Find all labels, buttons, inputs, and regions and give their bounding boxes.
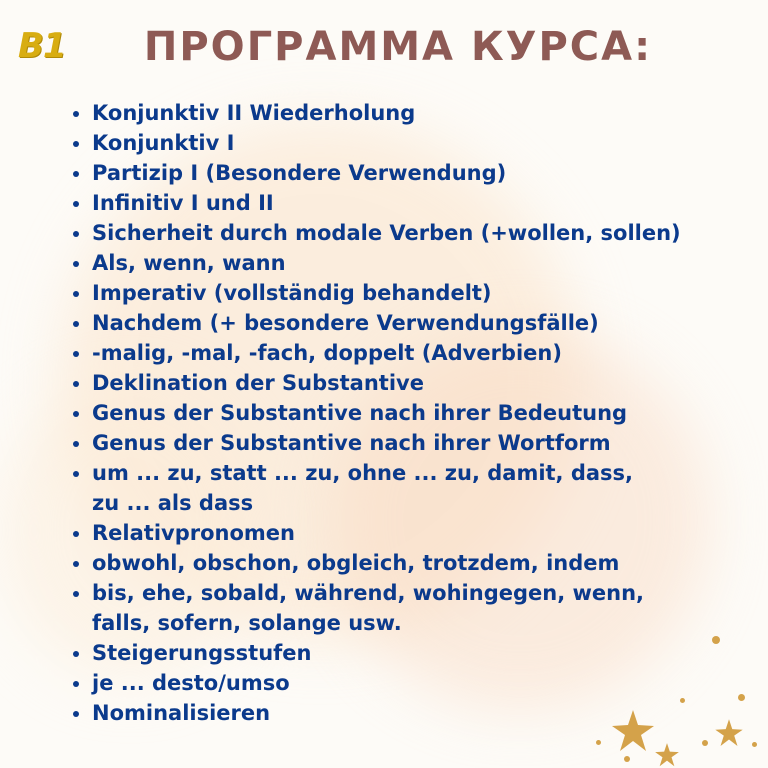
page-title: ПРОГРАММА КУРСА: [143,24,653,70]
topic-item: • Relativpronomen [92,518,681,548]
topic-item: • Steigerungsstufen [92,638,681,668]
decor-dot [702,740,708,746]
topic-item: • obwohl, obschon, obgleich, trotzdem, indem [92,548,681,578]
decor-dot [752,742,757,747]
topic-item: • Nachdem (+ besondere Verwendungsfälle) [92,308,681,338]
topic-line: bis, ehe, sobald, während, wohingegen, wenn, [92,581,645,605]
topic-item: • Genus der Substantive nach ihrer Wortform [92,428,681,458]
topic-item [92,578,681,638]
topic-item: • Nominalisieren [92,698,681,728]
topic-item: • Konjunktiv I [92,128,681,158]
topic-item: • Partizip I (Besondere Verwendung) [92,158,681,188]
topic-line-continued: falls, sofern, solange usw. [92,611,402,635]
topic-item [92,458,681,518]
decor-dot [624,756,630,762]
topic-item: • je ... desto/umso [92,668,681,698]
decor-dot [680,698,685,703]
topic-list [72,98,681,728]
topic-item: • Genus der Substantive nach ihrer Bedeutung [92,398,681,428]
topic-item: • Konjunktiv II Wiederholung [92,98,681,128]
topic-item: • Deklination der Substantive [92,368,681,398]
decor-dot [712,636,720,644]
topic-item: • Infinitiv I und II [92,188,681,218]
topic-item: • Sicherheit durch modale Verben (+wollen, sollen) [92,218,681,248]
star-icon [714,718,744,748]
topic-item: • Als, wenn, wann [92,248,681,278]
topic-item: • Imperativ (vollständig behandelt) [92,278,681,308]
star-icon [650,742,684,768]
decor-dot [596,740,601,745]
topic-item: • -malig, -mal, -fach, doppelt (Adverbien) [92,338,681,368]
topic-line-continued: zu ... als dass [92,491,254,515]
topic-line: um ... zu, statt ... zu, ohne ... zu, damit, dass, [92,461,634,485]
level-badge: B1 [18,26,66,66]
decor-dot [738,694,745,701]
